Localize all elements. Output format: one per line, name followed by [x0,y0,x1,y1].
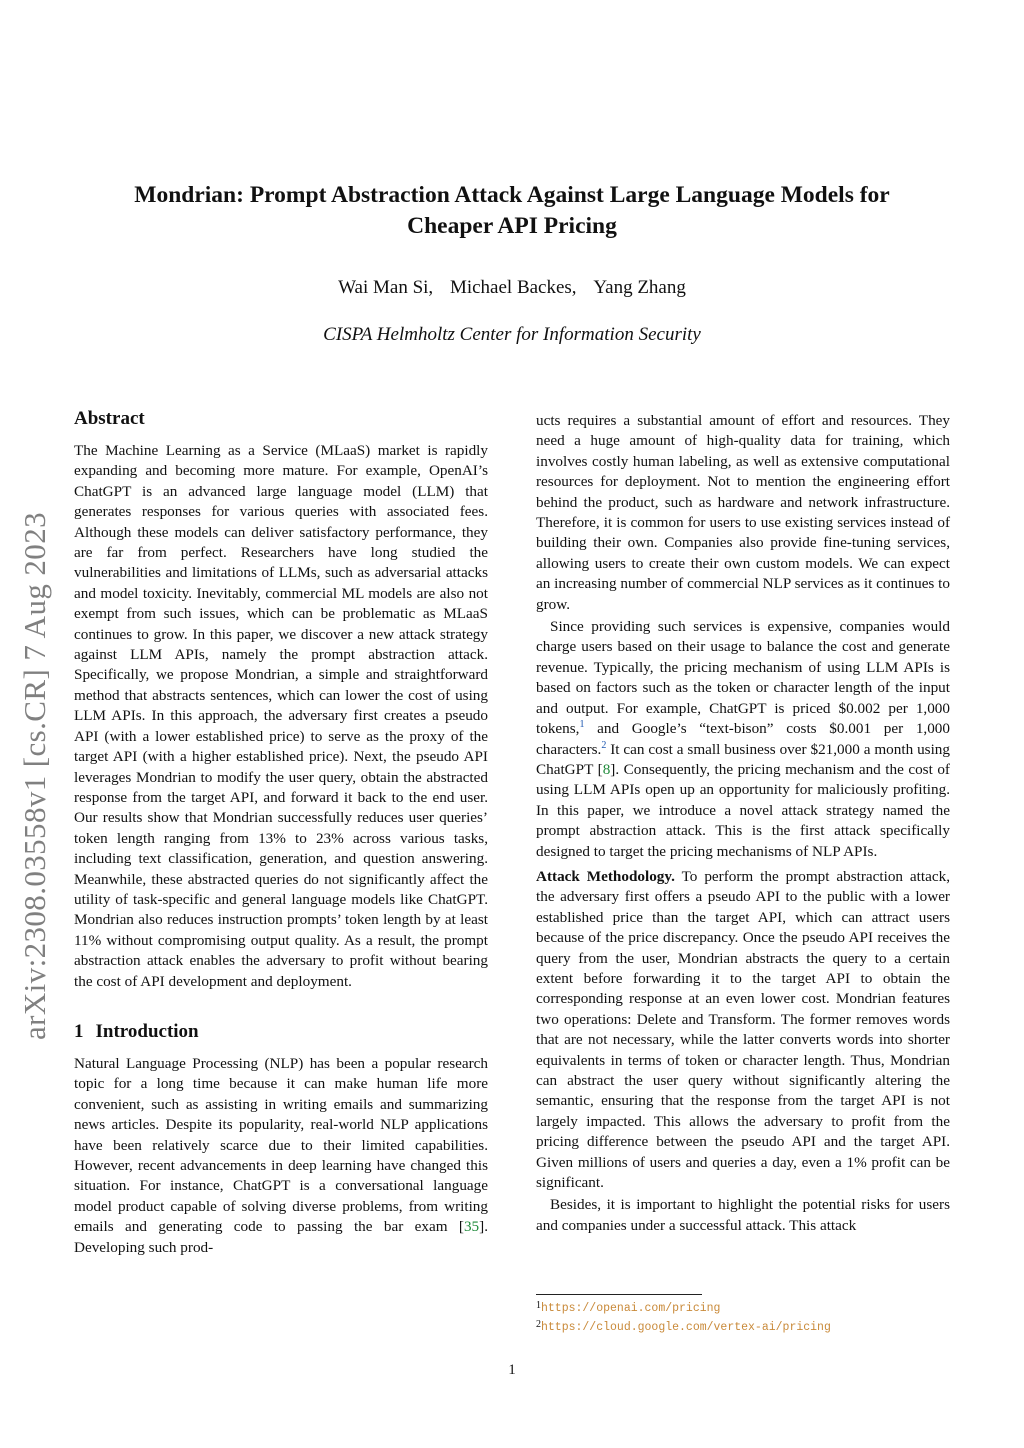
footnote [536,1317,956,1336]
paper-title: Mondrian: Prompt Abstraction Attack Against Large Language Models for Cheaper API Pricing [134,182,890,239]
footnote [536,1298,956,1317]
attack-methodology-paragraph [536,867,950,1194]
author-list [0,276,1024,300]
author-name: Wai Man Si, [338,277,434,298]
footnote-mark[interactable]: 1 [579,719,585,731]
intro-text: and Google’s “text-bison” costs $0.001 per 1,000 characters. [536,720,950,758]
intro-text: To perform the prompt abstraction attack, the adversary first offers a pseudo API to the public with a lower established price than the target API, which can attract users because of the price discrepancy. Once the pseudo API receives the query from the user, Mondrian abstracts the query to a certain extent before forwarding it to the target API to obtain the corresponding response at an even lower cost. Mondrian features two operations: Delete and Transform. The former removes words that are not necessary, while the latter converts words into shorter equivalents in terms of token or character length. Thus, Mondrian can abstract the user query without significantly altering the semantic, ensuring that the response from the target API is not largely impacted. This allows the adversary to profit from the pricing difference between the pseudo API and the target API. Given millions of users and queries a day, even a 1% profit can be significant. [536,867,950,1192]
page-number: 1 [508,1362,516,1378]
intro-paragraph-1-part-1 [74,1054,488,1258]
author-name: Michael Backes, [449,277,577,298]
intro-text: It can cost a small business over $21,000 a month using ChatGPT [ [536,740,950,778]
footnote-url[interactable]: https://cloud.google.com/vertex-ai/pricing [541,1321,831,1334]
citation-link[interactable]: 35 [463,1218,480,1236]
abstract-text: The Machine Learning as a Service (MLaaS) market is rapidly expanding and becoming more mature. For example, OpenAI’s ChatGPT is an advanced large language model (LLM) that generates responses for various queries with associated fees. Although these models can deliver satisfactory performance, they are far from perfect. Researchers have long studied the vulnerabilities and limitations of LLMs, such as adversarial attacks and model toxicity. Inevitably, commercial ML models are also not exempt from such issues, which can be problematic as MLaaS continues to grow. In this paper, we discover a new attack strategy against LLM APIs, namely the prompt abstraction attack. Specifically, we propose Mondrian, a simple and straightforward method that abstracts sentences, which can lower the cost of using LLM APIs. In this approach, the adversary first creates a pseudo API (with a lower established price) to serve as the proxy of the target API (with a higher established price). Next, the pseudo API leverages Mondrian to modify the user query, obtain the abstracted response from the target API, and forward it back to the end user. Our results show that Mondrian successfully reduces user queries’ token length ranging from 13% to 23% across various tasks, including text classification, generation, and question answering. Meanwhile, these abstracted queries do not significantly affect the utility of task-specific and general language models like ChatGPT. Mondrian also reduces instruction prompts’ token length by at least 11% without compromising output quality. As a result, the prompt abstraction attack enables the adversary to profit without bearing the cost of API development and deployment. [74,442,488,990]
footnote-number: 2 [536,1319,541,1330]
citation-link[interactable]: 8 [602,760,611,778]
footnote-mark[interactable]: 2 [601,739,607,751]
footnote-url[interactable]: https://openai.com/pricing [541,1302,721,1315]
intro-text: ]. Developing such prod- [74,1218,488,1256]
intro-paragraph-1-part-2: ucts requires a substantial amount of effort and resources. They need a huge amount of high-quality data for training, which involves costly human labeling, as well as extensive computational resources for deployment. Not to mention the engineering effort behind the product, such as hardware and network infrastructure. Therefore, it is common for users to use existing services instead of building their own. Companies also provide fine-tuning services, allowing users to create their own custom models. We can expect an increasing number of commercial NLP services as it continues to grow. [536,412,950,613]
arxiv-identifier-stamp: arXiv:2308.03558v1 [cs.CR] 7 Aug 2023 [17,512,52,1040]
abstract-heading: Abstract [74,408,145,429]
intro-text: Since providing such services is expensive, companies would charge users based on their usage to balance the cost and generate revenue. Typically, the pricing mechanism of using LLM APIs is based on factors such as the token or character length of the input and output. For example, ChatGPT is priced $0.002 per 1,000 tokens, [536,618,950,738]
author-name: Yang Zhang [593,277,686,298]
intro-text: Natural Language Processing (NLP) has been a popular research topic for a long time because it can make human life more convenient, such as assisting in writing emails and summarizing news articles. Despite its popularity, real-world NLP applications have been relatively scarce due to their limited capabilities. However, recent advancements in deep learning have changed this situation. For instance, ChatGPT is a conversational language model product capable of solving diverse problems, from writing emails and generating code to passing the bar exam [ [74,1054,488,1236]
intro-paragraph-2 [536,617,950,862]
run-in-heading: Attack Methodology. [536,867,675,885]
footnote-number: 1 [536,1300,541,1311]
section-heading-introduction [74,1020,488,1044]
author-affiliation: CISPA Helmholtz Center for Information Security [323,324,701,345]
section-number: 1 [74,1020,84,1042]
right-column [536,411,950,1236]
intro-paragraph-4: Besides, it is important to highlight the potential risks for users and companies under a successful attack. This attack [536,1196,950,1234]
section-title: Introduction [95,1020,199,1042]
left-column [74,407,488,1258]
intro-text: ]. Consequently, the pricing mechanism and the cost of using LLM APIs open up an opportunity for maliciously profiting. In this paper, we introduce a novel attack strategy named the prompt abstraction attack. This is the first attack specifically designed to target the pricing mechanisms of NLP APIs. [536,760,950,860]
footnotes [536,1298,956,1336]
footnote-rule [536,1294,702,1295]
